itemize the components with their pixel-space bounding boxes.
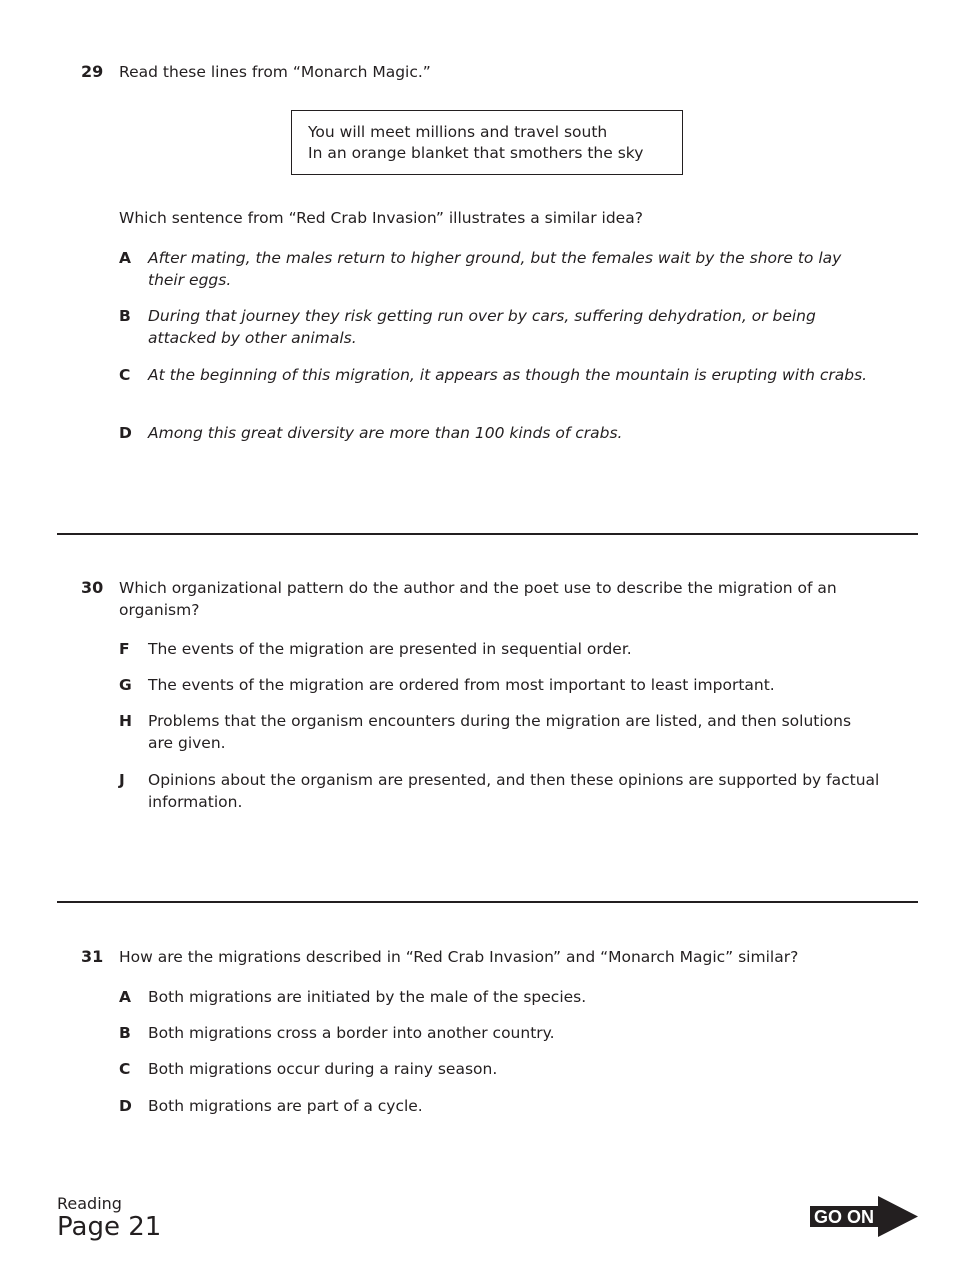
option-text: During that journey they risk getting run over by cars, suffering dehydration, or being attacked by other animals. (148, 307, 816, 347)
option-letter: D (119, 424, 132, 442)
option-text: Both migrations cross a border into another country. (148, 1024, 555, 1042)
option-text: At the beginning of this migration, it appears as though the mountain is erupting with crabs. (148, 366, 868, 384)
option-text: Both migrations occur during a rainy season. (148, 1060, 498, 1078)
question-stem: How are the migrations described in “Red Crab Invasion” and “Monarch Magic” similar? (119, 948, 799, 966)
go-on-arrow-icon[interactable] (810, 1196, 918, 1237)
question-number: 31 (81, 947, 104, 966)
option-text: The events of the migration are presented in sequential order. (148, 640, 632, 658)
option-text: Problems that the organism encounters during the migration are listed, and then solutions are given. (148, 712, 852, 752)
option-text: The events of the migration are ordered from most important to least important. (148, 676, 775, 694)
option-letter: J (119, 771, 125, 789)
question-number: 29 (81, 62, 104, 81)
option-letter: C (119, 1060, 131, 1078)
section-divider (57, 901, 918, 903)
footer-subject: Reading (57, 1194, 122, 1213)
question-prompt: Which sentence from “Red Crab Invasion” illustrates a similar idea? (119, 209, 643, 227)
option-letter: G (119, 676, 132, 694)
option-text: Opinions about the organism are presented, and then these opinions are supported by factual information. (148, 771, 880, 811)
option-text: Among this great diversity are more than 100 kinds of crabs. (148, 424, 623, 442)
question-number: 30 (81, 578, 104, 597)
option-text: Both migrations are initiated by the male of the species. (148, 988, 587, 1006)
option-letter: F (119, 640, 130, 658)
option-letter: H (119, 712, 132, 730)
option-text: Both migrations are part of a cycle. (148, 1097, 423, 1115)
question-stem: Read these lines from “Monarch Magic.” (119, 63, 431, 81)
excerpt-line: In an orange blanket that smothers the sky (308, 144, 644, 162)
go-on-label: GO ON (814, 1207, 875, 1227)
poem-excerpt-box (291, 110, 683, 175)
option-letter: B (119, 307, 131, 325)
excerpt-line: You will meet millions and travel south (308, 123, 608, 141)
section-divider (57, 533, 918, 535)
option-text: After mating, the males return to higher ground, but the females wait by the shore to lay their eggs. (148, 249, 842, 289)
option-letter: A (119, 249, 131, 267)
page-number: Page 21 (57, 1212, 162, 1242)
option-letter: D (119, 1097, 132, 1115)
option-letter: B (119, 1024, 131, 1042)
option-letter: C (119, 366, 131, 384)
option-letter: A (119, 988, 131, 1006)
question-stem: Which organizational pattern do the author and the poet use to describe the migration of an organism? (119, 579, 837, 619)
